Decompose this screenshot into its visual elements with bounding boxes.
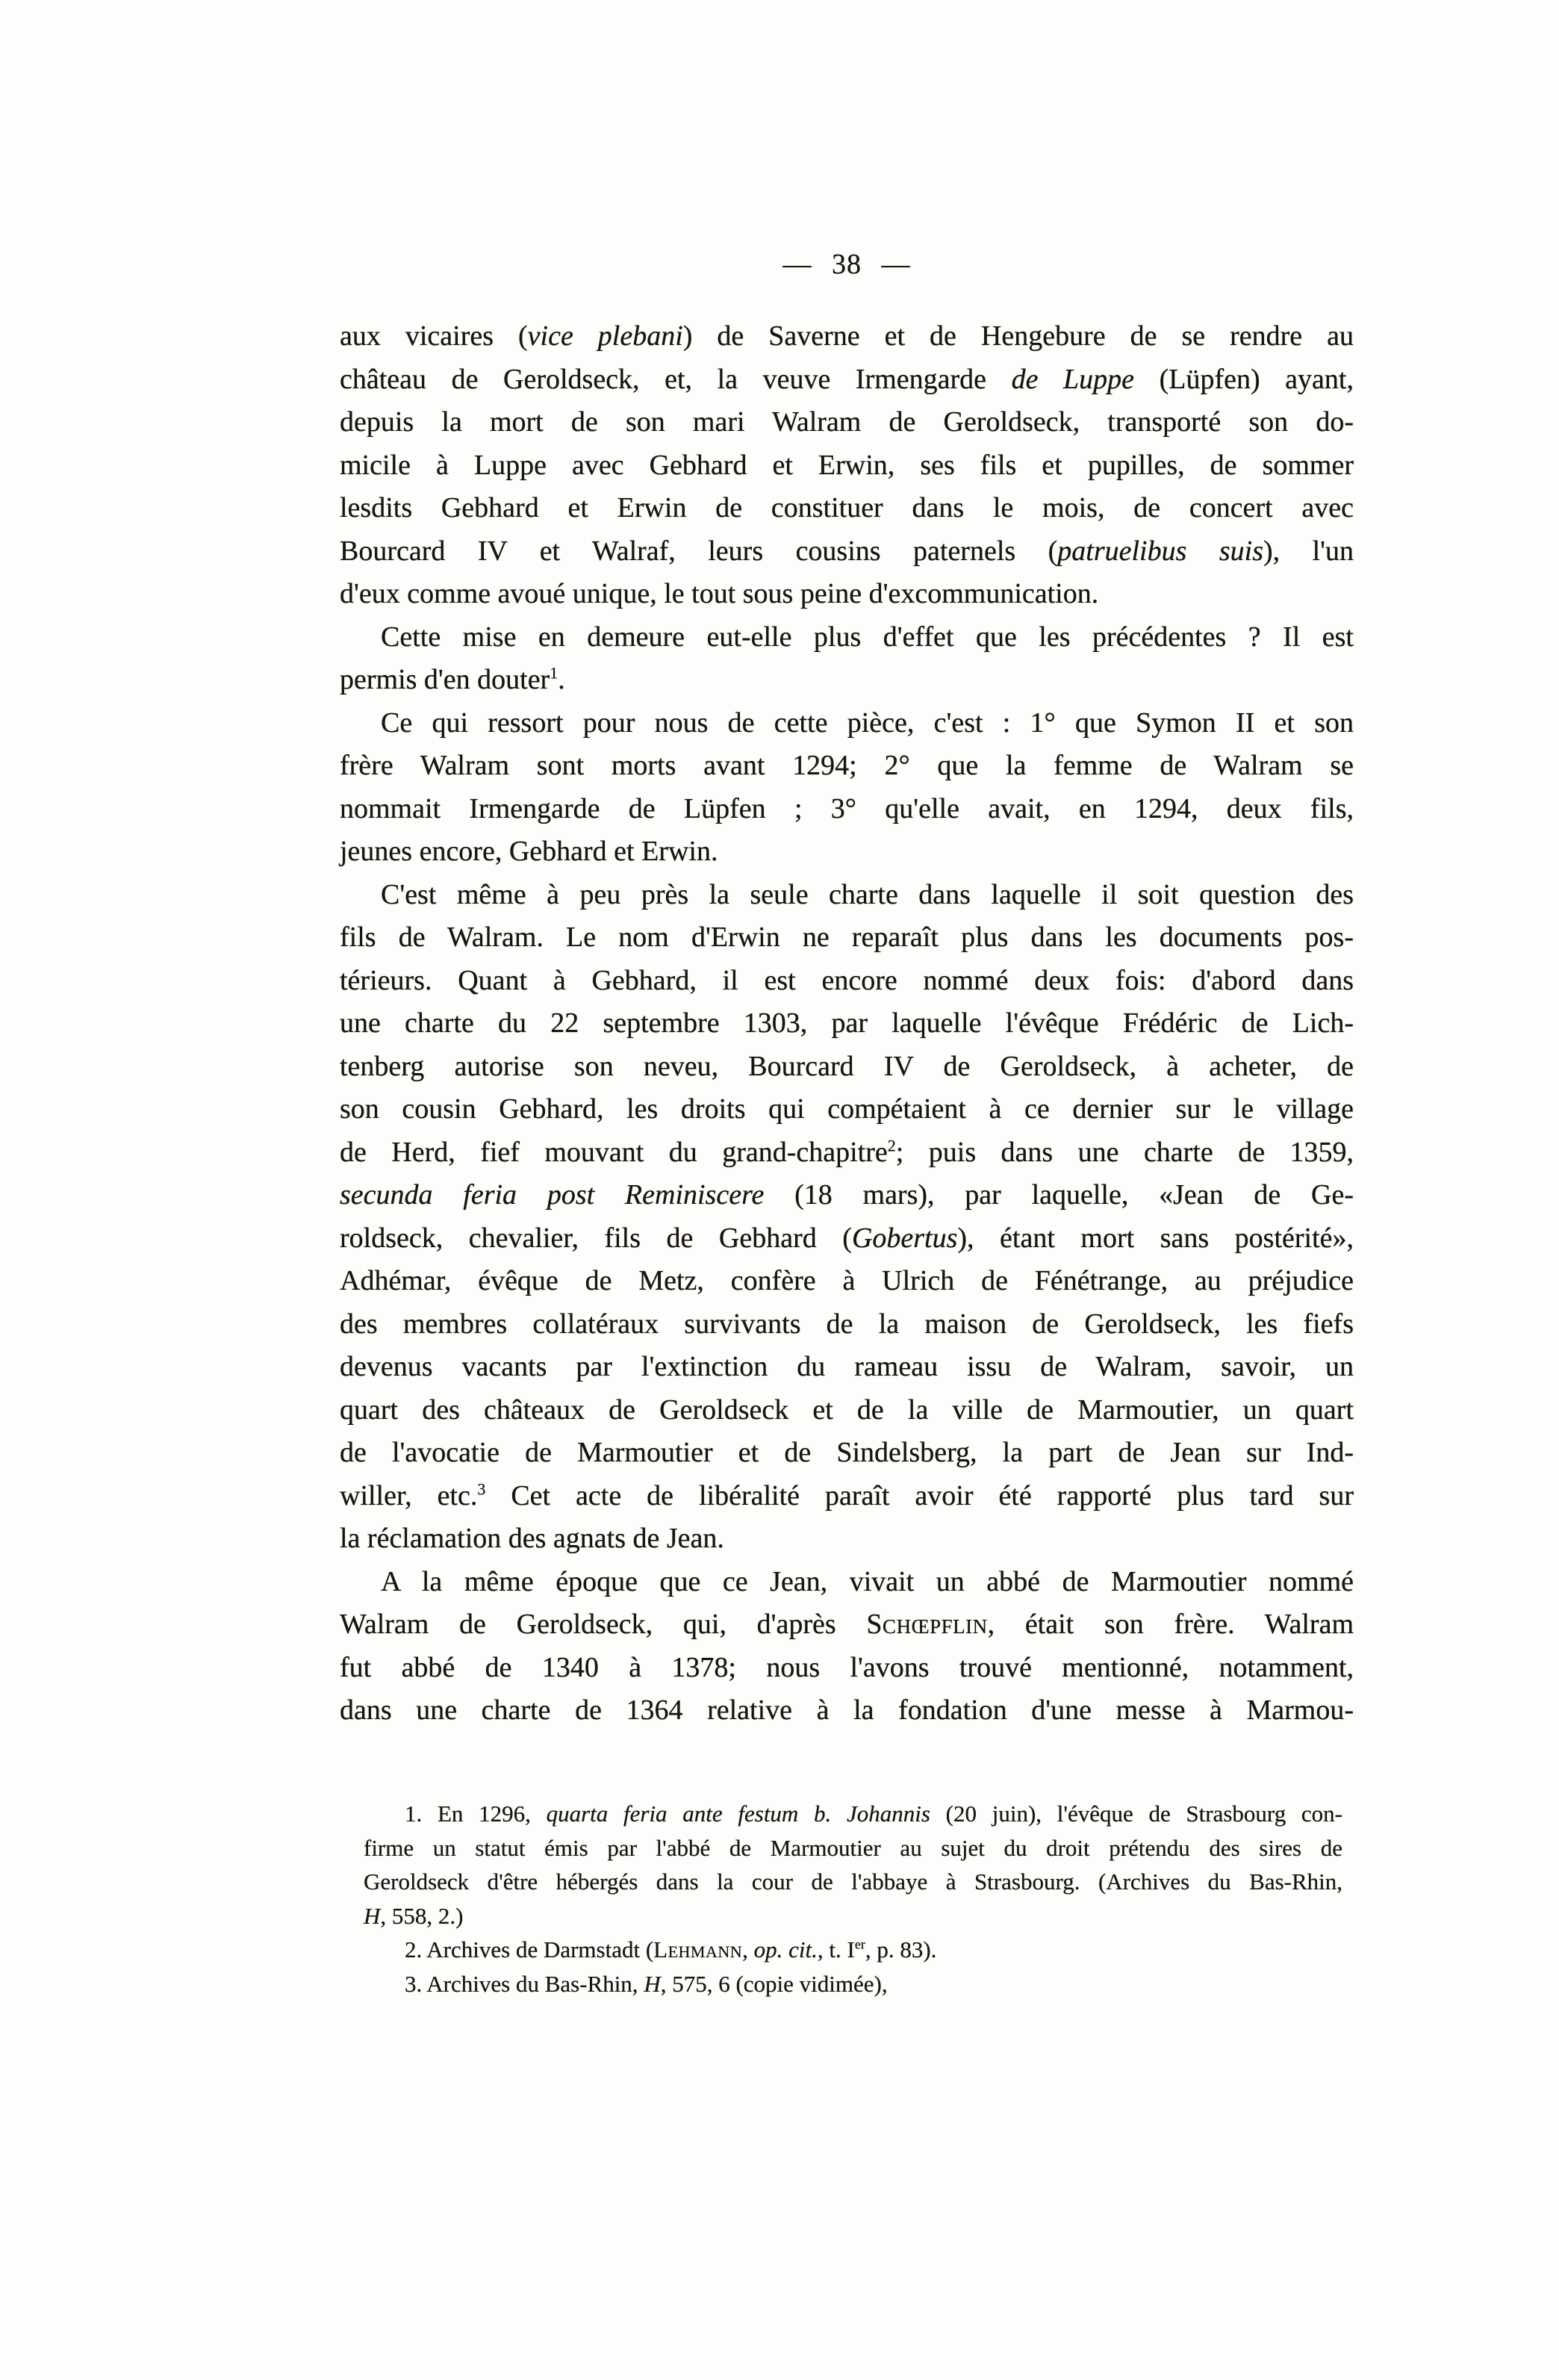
text-segment: 2 [887,1135,896,1155]
text-segment: 1 [550,663,558,683]
body-line-17 [340,1002,1354,1045]
text-segment: permis d'en douter [340,664,550,695]
text-segment: 3. Archives du Bas-Rhin, [405,1970,644,1997]
body-line-12 [340,788,1354,831]
body-line-4 [340,444,1354,488]
footnote-line-5 [364,1933,1342,1967]
text-segment: vice plebani [527,320,683,352]
text-segment: quart des châteaux de Geroldseck et de la ville de Marmoutier, un quart [340,1393,1354,1426]
body-line-15 [340,916,1354,960]
body-line-14 [340,874,1354,917]
body-line-13 [340,830,1354,874]
text-segment: H [364,1902,381,1929]
text-segment: des membres collatéraux survivants de la maison de Geroldseck, les fiefs [340,1308,1354,1340]
text-segment: Gobertus [851,1222,958,1254]
text-segment: d'eux comme avoué unique, le tout sous peine d'excommunication. [340,578,1099,609]
text-segment: quarta feria ante festum b. Johannis [546,1800,930,1827]
text-segment: 2. Archives de Darmstadt ( [405,1936,654,1963]
text-segment: nommait Irmengarde de Lüpfen ; 3° qu'elle avait, en 1294, deux fils, [340,792,1354,824]
text-segment: Ce qui ressort pour nous de cette pièce, c'est : 1° que Symon II et son [381,706,1354,739]
text-segment: Cet acte de libéralité paraît avoir été rapporté plus tard sur [485,1479,1354,1511]
text-segment: roldseck, chevalier, fils de Gebhard ( [340,1222,852,1254]
body-line-28 [340,1475,1354,1518]
text-segment: depuis la mort de son mari Walram de Geroldseck, transporté son do- [340,406,1354,438]
text-segment: micile à Luppe avec Gebhard et Erwin, ses fils et pupilles, de sommer [340,449,1354,481]
text-segment: er [854,1936,865,1952]
body-line-5 [340,487,1354,530]
text-segment: 1. En 1296, [405,1800,547,1827]
text-segment: willer, etc. [340,1479,478,1511]
text-segment: tenberg autorise son neveu, Bourcard IV de Geroldseck, à acheter, de [340,1050,1354,1082]
body-line-19 [340,1088,1354,1131]
text-segment: ) de Saverne et de Hengebure de se rendre au [682,320,1354,352]
text-segment: secunda feria post Reminiscere [340,1179,765,1211]
text-segment: jeunes encore, Gebhard et Erwin. [340,836,718,867]
body-line-16 [340,960,1354,1003]
body-line-2 [340,358,1354,402]
body-line-9 [340,659,1354,702]
body-line-8 [340,616,1354,659]
text-segment: ), étant mort sans postérité», [957,1222,1354,1254]
text-segment: fils de Walram. Le nom d'Erwin ne reparaît plus dans les documents pos- [340,922,1354,953]
body-line-10 [340,702,1354,745]
footnote-line-6 [364,1967,1342,2001]
text-segment: frère Walram sont morts avant 1294; 2° que la femme de Walram se [340,750,1354,781]
body-line-25 [340,1346,1354,1389]
text-segment: patruelibus suis [1057,535,1263,567]
text-segment: , était son frère. Walram [987,1609,1354,1640]
footnote-line-3 [364,1865,1342,1899]
text-segment: de Luppe [1011,363,1135,395]
body-line-31 [340,1603,1354,1647]
text-segment: Bourcard IV et Walraf, leurs cousins paternels ( [340,535,1058,567]
text-segment: fut abbé de 1340 à 1378; nous l'avons trouvé mentionné, notamment, [340,1651,1354,1683]
text-segment: H [644,1970,661,1997]
text-segment: (20 juin), l'évêque de Strasbourg con- [930,1800,1342,1827]
footnote-line-4 [364,1899,1342,1933]
body-line-20 [340,1131,1354,1175]
text-segment: Walram de Geroldseck, qui, d'après [340,1609,867,1640]
text-segment: Cette mise en demeure eut-elle plus d'effet que les précédentes ? Il est [381,621,1354,653]
body-line-1 [340,315,1354,358]
text-segment: A la même époque que ce Jean, vivait un abbé de Marmoutier nommé [381,1565,1354,1597]
text-segment: lesdits Gebhard et Erwin de constituer dans le mois, de concert avec [340,492,1354,523]
text-segment: , [742,1936,754,1963]
body-line-29 [340,1517,1354,1561]
footnotes [364,1797,1342,2001]
text-segment: , t. I [817,1936,855,1963]
text-segment: Lehmann [653,1936,743,1963]
text-segment: , 558, 2.) [380,1902,464,1929]
text-segment: aux vicaires ( [340,320,528,352]
text-segment: une charte du 22 septembre 1303, par laquelle l'évêque Frédéric de Lich- [340,1007,1354,1039]
body-line-27 [340,1432,1354,1475]
body-line-6 [340,530,1354,574]
text-segment: son cousin Gebhard, les droits qui compétaient à ce dernier sur le village [340,1093,1354,1125]
text-segment: de l'avocatie de Marmoutier et de Sindelsberg, la part de Jean sur Ind- [340,1437,1354,1468]
text-segment: , 575, 6 (copie vidimée), [660,1970,888,1997]
text-segment: térieurs. Quant à Gebhard, il est encore nommé deux fois: d'abord dans [340,964,1354,996]
body-line-33 [340,1689,1354,1733]
body-line-11 [340,745,1354,788]
text-segment: (Lüpfen) ayant, [1134,363,1354,395]
footnote-line-2 [364,1831,1342,1865]
text-segment: dans une charte de 1364 relative à la fondation d'une messe à Marmou- [340,1694,1354,1726]
text-segment: (18 mars), par laquelle, «Jean de Ge- [764,1179,1354,1211]
text-segment: , p. 83). [865,1936,937,1963]
text-segment: devenus vacants par l'extinction du rameau issu de Walram, savoir, un [340,1351,1354,1382]
body-line-7 [340,573,1354,616]
text-segment: la réclamation des agnats de Jean. [340,1523,724,1554]
text-segment: Geroldseck d'être hébergés dans la cour de l'abbaye à Strasbourg. (Archives du Bas-Rhin, [364,1868,1342,1895]
body-line-30 [340,1561,1354,1604]
page-number: — 38 — [782,249,911,280]
text-segment: Schœpflin [866,1609,988,1640]
text-segment: 3 [477,1479,486,1498]
text-segment: firme un statut émis par l'abbé de Marmoutier au sujet du droit prétendu des sires de [364,1834,1342,1861]
text-segment: . [558,664,565,695]
body-line-22 [340,1217,1354,1261]
footnote-line-1 [364,1797,1342,1831]
text-segment: château de Geroldseck, et, la veuve Irmengarde [340,363,1012,395]
body-text [340,315,1354,1733]
body-line-26 [340,1389,1354,1432]
body-line-18 [340,1045,1354,1089]
text-segment: ; puis dans une charte de 1359, [895,1136,1354,1168]
text-segment: C'est même à peu près la seule charte dans laquelle il soit question des [381,878,1354,910]
text-segment: ), l'un [1263,535,1354,567]
body-line-24 [340,1303,1354,1346]
body-line-23 [340,1260,1354,1303]
text-segment: op. cit. [753,1936,818,1963]
body-line-32 [340,1647,1354,1690]
body-line-3 [340,401,1354,444]
body-line-21 [340,1174,1354,1217]
text-segment: Adhémar, évêque de Metz, confère à Ulrich de Fénétrange, au préjudice [340,1265,1354,1296]
text-segment: de Herd, fief mouvant du grand-chapitre [340,1136,888,1168]
